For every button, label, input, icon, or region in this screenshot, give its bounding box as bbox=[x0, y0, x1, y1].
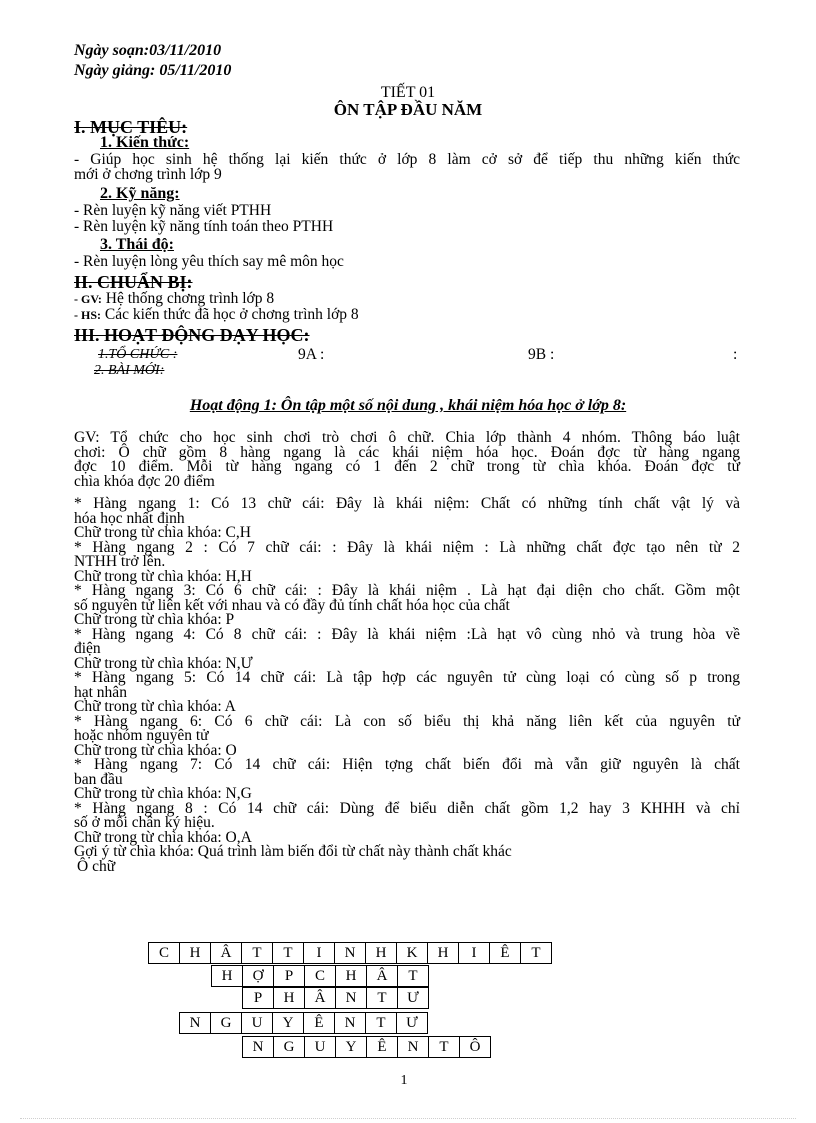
clue-row-5-key: Chữ trong từ chìa khóa: A bbox=[74, 698, 236, 715]
grid-cell: H bbox=[366, 943, 397, 964]
hs-prep-text: Các kiến thức đã học ở chơng trình lớp 8 bbox=[104, 306, 359, 323]
grid-cell: I bbox=[304, 943, 335, 964]
gv-paragraph bbox=[74, 431, 740, 489]
grid-cell: T bbox=[398, 966, 429, 987]
page-bottom-divider bbox=[20, 1118, 796, 1119]
lesson-title: ÔN TẬP ĐẦU NĂM bbox=[333, 100, 483, 119]
teach-date: Ngày giảng: 05/11/2010 bbox=[74, 62, 232, 79]
grid-label: Ô chữ bbox=[77, 857, 116, 875]
grid-cell: Â bbox=[367, 966, 398, 987]
skills-heading: 2. Kỹ năng: bbox=[100, 185, 180, 202]
grid-cell: U bbox=[242, 1013, 273, 1034]
grid-cell: Y bbox=[273, 1013, 304, 1034]
clue-row-8-key: Chữ trong từ chìa khóa: O,A bbox=[74, 828, 252, 846]
grid-cell: C bbox=[305, 966, 336, 987]
clue-row-2-line-1: * Hàng ngang 2 : Có 7 chữ cái: : Đây là khái niệm : Là những chất đợc tạo nên từ 2 bbox=[74, 538, 740, 556]
clue-row-2-line-2: NTHH trở lên. bbox=[74, 553, 166, 570]
clue-row-7-key: Chữ trong từ chìa khóa: N,G bbox=[74, 785, 252, 802]
section1-heading: I. MỤC TIÊU: bbox=[74, 117, 188, 137]
page-number: 1 bbox=[400, 1073, 408, 1088]
knowledge-heading: 1. Kiến thức: bbox=[100, 134, 190, 151]
clue-row-1-key: Chữ trong từ chìa khóa: C,H bbox=[74, 524, 251, 541]
grid-cell: N bbox=[335, 943, 366, 964]
attitude-line-1: - Rèn luyện lòng yêu thích say mê môn học bbox=[74, 253, 344, 270]
clue-row-3-line-2: số nguyên tử liên kết với nhau và có đầy đủ tính chất hóa học của chất bbox=[74, 596, 510, 614]
grid-cell: G bbox=[274, 1037, 305, 1058]
clue-list bbox=[74, 497, 740, 874]
prep-date: Ngày soạn:03/11/2010 bbox=[74, 42, 222, 59]
skills-line-1: - Rèn luyện kỹ năng viết PTHH bbox=[74, 202, 272, 219]
grid-cell: N bbox=[180, 1013, 211, 1034]
grid-cell: P bbox=[243, 988, 274, 1009]
gv-paragraph-line: chơi: Ô chữ gồm 8 hàng ngang là các khái niệm hóa học. Đoán đợc từ hàng ngang bbox=[74, 443, 740, 461]
crossword-row-1 bbox=[148, 942, 552, 964]
clue-row-2-key: Chữ trong từ chìa khóa: H,H bbox=[74, 567, 252, 585]
clue-row-3-line-1: * Hàng ngang 3: Có 6 chữ cái: : Đây là khái niệm . Là hạt đại diện cho chất. Gồm một bbox=[74, 582, 740, 599]
grid-cell: T bbox=[242, 943, 273, 964]
class-9b: 9B : bbox=[528, 346, 555, 363]
trailing-colon: : bbox=[733, 346, 738, 363]
grid-cell: Ô bbox=[460, 1037, 491, 1058]
clue-row-6-key: Chữ trong từ chìa khóa: O bbox=[74, 741, 237, 759]
clue-row-7-line-2: ban đầu bbox=[74, 770, 123, 788]
clue-row-7-line-1: * Hàng ngang 7: Có 14 chữ cái: Hiện tợng chất biến đổi mà vẫn giữ nguyên là chất bbox=[74, 756, 740, 773]
grid-cell: Ê bbox=[367, 1037, 398, 1058]
grid-cell: Ợ bbox=[243, 966, 274, 987]
clue-row-5-line-1: * Hàng ngang 5: Có 14 chữ cái: Là tập hợp các nguyên tử cùng loại có cùng số p trong bbox=[74, 669, 740, 686]
grid-cell: Â bbox=[305, 988, 336, 1009]
clue-row-6-line-1: * Hàng ngang 6: Có 6 chữ cái: Là con số biểu thị khả năng liên kết của nguyên tử bbox=[74, 712, 740, 730]
grid-cell: H bbox=[428, 943, 459, 964]
grid-cell: T bbox=[273, 943, 304, 964]
grid-cell: C bbox=[149, 943, 180, 964]
section2-heading: II. CHUẨN BỊ: bbox=[74, 272, 193, 292]
clue-row-4-line-1: * Hàng ngang 4: Có 8 chữ cái: : Đây là khái niệm :Là hạt vô cùng nhỏ và trung hòa về bbox=[74, 625, 740, 643]
grid-cell: H bbox=[212, 966, 243, 987]
grid-cell: Ê bbox=[304, 1013, 335, 1034]
grid-cell: T bbox=[429, 1037, 460, 1058]
clue-row-4-line-2: điện bbox=[74, 640, 101, 657]
grid-cell: H bbox=[180, 943, 211, 964]
crossword-row-3 bbox=[242, 987, 429, 1009]
grid-cell: N bbox=[335, 1013, 366, 1034]
clue-row-6-line-2: hoặc nhóm nguyên tử bbox=[74, 727, 209, 744]
grid-cell: T bbox=[366, 1013, 397, 1034]
grid-cell: N bbox=[336, 988, 367, 1009]
section3-heading: III. HOẠT ĐỘNG DẠY HỌC: bbox=[74, 325, 310, 345]
keyword-hint: Gợi ý từ chìa khóa: Quá trình làm biến đổi từ chất này thành chất khác bbox=[74, 843, 512, 860]
grid-cell: N bbox=[243, 1037, 274, 1058]
grid-cell: U bbox=[305, 1037, 336, 1058]
gv-paragraph-line: đợc 10 điểm. Mỗi từ hàng ngang có 1 đến 2 chữ trong từ chìa khóa. Đoán đợc từ bbox=[74, 458, 740, 475]
skills-line-2: - Rèn luyện kỹ năng tính toán theo PTHH bbox=[74, 218, 334, 235]
grid-cell: N bbox=[398, 1037, 429, 1058]
period-label: TIẾT 01 bbox=[380, 84, 436, 101]
grid-cell: G bbox=[211, 1013, 242, 1034]
gv-paragraph-line: GV: Tổ chức cho học sinh chơi trò chơi ô chữ. Chia lớp thành 4 nhóm. Thông báo luật bbox=[74, 429, 740, 446]
organization-label: 1.TỔ CHỨC : bbox=[98, 347, 178, 362]
clue-row-3-key: Chữ trong từ chìa khóa: P bbox=[74, 611, 235, 628]
crossword-row-2 bbox=[211, 965, 429, 987]
clue-row-1-line-2: hóa học nhất định bbox=[74, 509, 185, 527]
grid-cell: T bbox=[367, 988, 398, 1009]
gv-prep-text: Hệ thống chơng trình lớp 8 bbox=[105, 290, 275, 307]
crossword-row-5 bbox=[242, 1036, 491, 1058]
class-9a: 9A : bbox=[298, 346, 325, 363]
grid-cell: K bbox=[397, 943, 428, 964]
grid-cell: Ư bbox=[397, 1013, 428, 1034]
clue-row-8-line-1: * Hàng ngang 8 : Có 14 chữ cái: Dùng để biểu diễn chất gồm 1,2 hay 3 KHHH và chỉ bbox=[74, 799, 740, 817]
grid-cell: Ư bbox=[398, 988, 429, 1009]
activity-title: Hoạt động 1: Ôn tập một số nội dung , khái niệm hóa học ở lớp 8: bbox=[189, 397, 627, 414]
gv-label: - GV: bbox=[74, 292, 102, 306]
gv-paragraph-line: chìa khóa đợc 20 điểm bbox=[74, 472, 215, 490]
grid-cell: I bbox=[459, 943, 490, 964]
knowledge-line-2: mới ở chơng trình lớp 9 bbox=[74, 166, 222, 183]
clue-row-8-line-2: số ở mỗi chân ký hiệu. bbox=[74, 814, 215, 831]
grid-cell: Y bbox=[336, 1037, 367, 1058]
clue-row-4-key: Chữ trong từ chìa khóa: N,Ư bbox=[74, 654, 253, 672]
clue-row-5-line-2: hạt nhân bbox=[74, 683, 127, 701]
hs-prep-line bbox=[74, 306, 359, 324]
knowledge-line-1: - Giúp học sinh hệ thống lại kiến thức ở lớp 8 làm cở sở để tiếp thu những kiến thức bbox=[74, 151, 740, 168]
grid-cell: T bbox=[521, 943, 552, 964]
new-lesson-label: 2. BÀI MỚI: bbox=[94, 363, 165, 378]
grid-cell: P bbox=[274, 966, 305, 987]
grid-cell: Â bbox=[211, 943, 242, 964]
clue-row-1-line-1: * Hàng ngang 1: Có 13 chữ cái: Đây là khái niệm: Chất có những tính chất vật lý và bbox=[74, 495, 740, 512]
crossword-row-4 bbox=[179, 1012, 428, 1034]
hs-label: - HS: bbox=[74, 308, 101, 322]
grid-cell: Ê bbox=[490, 943, 521, 964]
grid-cell: H bbox=[274, 988, 305, 1009]
attitude-heading: 3. Thái độ: bbox=[100, 236, 174, 253]
grid-cell: H bbox=[336, 966, 367, 987]
